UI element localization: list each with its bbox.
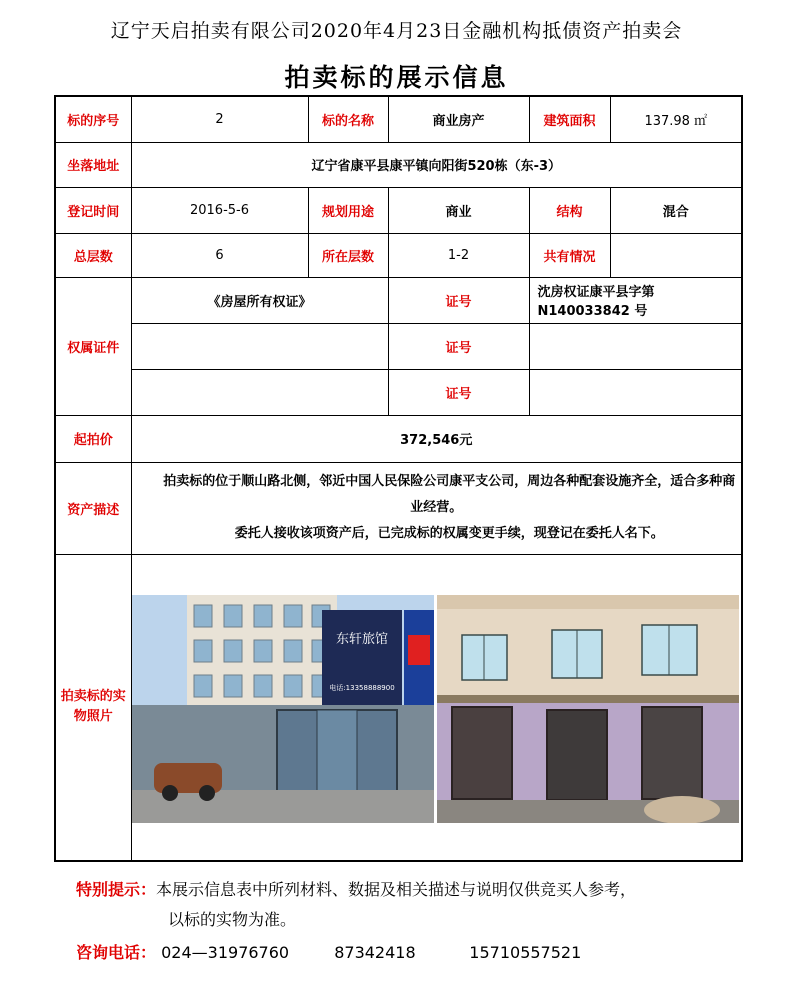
cert-name-2 (131, 323, 388, 369)
reg-time-label: 登记时间 (55, 187, 131, 233)
shared-value (610, 233, 742, 277)
area-label: 建筑面积 (529, 96, 610, 142)
photo-cell (131, 554, 742, 861)
cert-no-value-1: 沈房权证康平县字第 N140033842 号 (529, 277, 742, 323)
cert-no-label-1: 证号 (388, 277, 529, 323)
info-table (54, 95, 743, 862)
photo-storefront (132, 595, 434, 823)
cert-label: 权属证件 (55, 277, 131, 415)
structure-label: 结构 (529, 187, 610, 233)
reg-time-value: 2016-5-6 (131, 187, 308, 233)
photo-label-text: 拍卖标的实物照片 (60, 689, 126, 724)
phone-2: 87342418 (334, 943, 416, 962)
floors-label: 总层数 (55, 233, 131, 277)
structure-value: 混合 (610, 187, 742, 233)
cert-name-3 (131, 369, 388, 415)
desc-paragraph-2: 委托人接收该项资产后，已完成标的权属变更手续，现登记在委托人名下。 (234, 526, 664, 541)
photo-building-front (437, 595, 739, 823)
usage-value: 商业 (388, 187, 529, 233)
page-title: 拍卖标的展示信息 (284, 63, 509, 92)
floor-at-label: 所在层数 (308, 233, 388, 277)
cert-no-value-2 (529, 323, 742, 369)
asset-description (131, 462, 742, 554)
start-price-value: 372,546元 (131, 415, 742, 462)
notice-line-2: 以标的实物为准。 (168, 910, 297, 929)
sign-tel: 电话:13358888900 (328, 683, 395, 692)
floors-value: 6 (131, 233, 308, 277)
page-header: 辽宁天启拍卖有限公司2020年4月23日金融机构抵债资产拍卖会 (110, 20, 683, 42)
location-value: 辽宁省康平县康平镇向阳街520栋（东-3） (131, 142, 742, 187)
photo-label (55, 554, 131, 861)
cert-no-label-3: 证号 (388, 369, 529, 415)
floor-at-value: 1-2 (388, 233, 529, 277)
seq-value: 2 (131, 96, 308, 142)
seq-label: 标的序号 (55, 96, 131, 142)
shared-label: 共有情况 (529, 233, 610, 277)
usage-label: 规划用途 (308, 187, 388, 233)
cert-no-value-3 (529, 369, 742, 415)
contact-phones (76, 940, 581, 963)
desc-paragraph-1: 拍卖标的位于顺山路北侧，邻近中国人民保险公司康平支公司，周边各种配套设施齐全，适合多种商业经营。 (163, 474, 736, 515)
phone-1: 024—31976760 (161, 943, 290, 962)
name-value: 商业房产 (388, 96, 529, 142)
name-label: 标的名称 (308, 96, 388, 142)
contact-label: 咨询电话： (76, 943, 157, 962)
cert-no-label-2: 证号 (388, 323, 529, 369)
area-value: 137.98 ㎡ (610, 96, 742, 142)
notice-line-1: 本展示信息表中所列材料、数据及相关描述与说明仅供竞买人参考， (156, 880, 637, 899)
start-price-label: 起拍价 (55, 415, 131, 462)
location-label: 坐落地址 (55, 142, 131, 187)
sign-name: 东轩旅馆 (335, 631, 388, 647)
special-notice (76, 875, 636, 935)
phone-3: 15710557521 (469, 943, 582, 962)
notice-label: 特别提示： (76, 880, 157, 899)
desc-label: 资产描述 (55, 462, 131, 554)
cert-name-1: 《房屋所有权证》 (131, 277, 388, 323)
